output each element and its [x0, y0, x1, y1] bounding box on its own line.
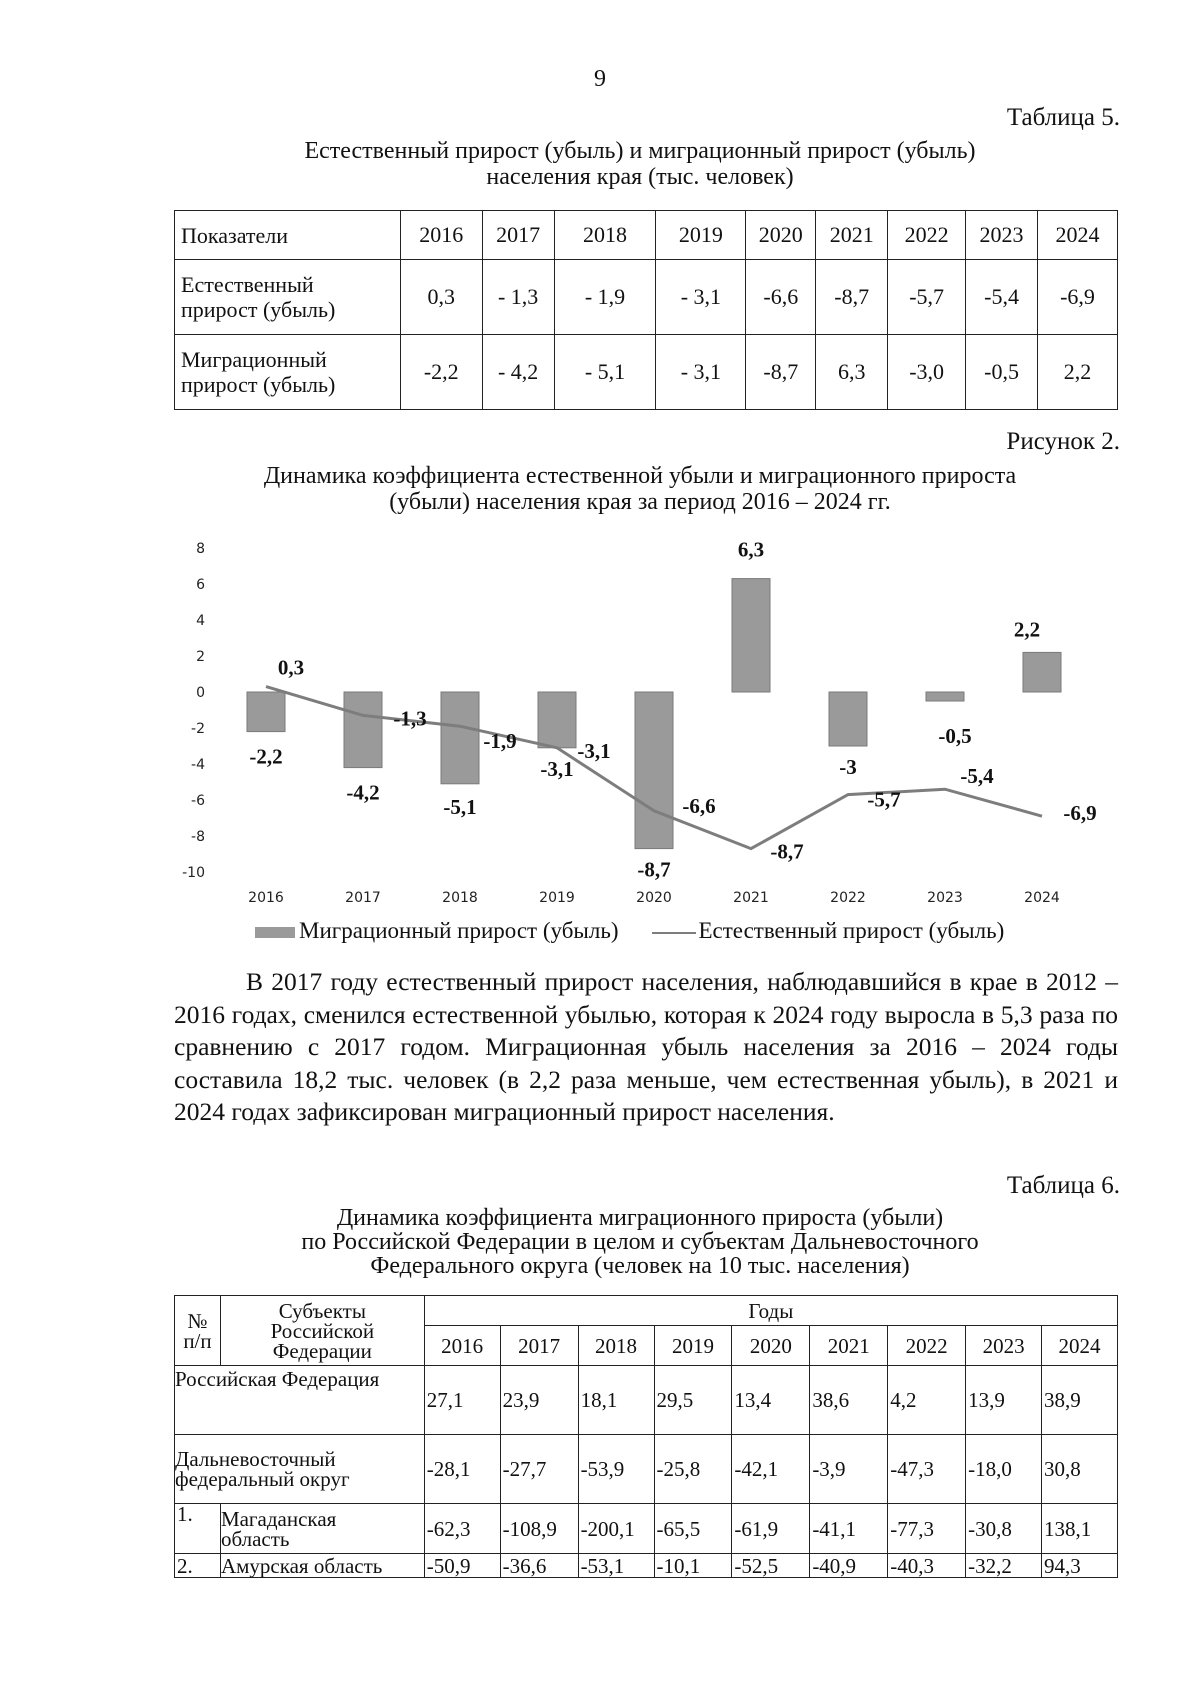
line-data-label: -6,6: [682, 793, 716, 818]
table6-cell: 38,9: [1042, 1366, 1118, 1435]
table6-dfo-label: [175, 1435, 425, 1504]
subject-header-line: Федерации: [272, 1338, 372, 1363]
table6-header-row1: [175, 1296, 1118, 1326]
row-label-line: Миграционный: [181, 347, 327, 372]
table6-year: 2021: [810, 1326, 888, 1366]
bar-data-label: -2,2: [249, 744, 283, 769]
table6-year: 2019: [654, 1326, 732, 1366]
table6-cell: -52,5: [732, 1554, 810, 1578]
table5-title-line2: населения края (тыс. человек): [486, 164, 794, 190]
table5-cell: -3,0: [888, 335, 966, 410]
x-tick-label: 2016: [248, 890, 284, 906]
table5-cell: 2,2: [1038, 335, 1118, 410]
table5-cell: -5,7: [888, 260, 966, 335]
line-data-label: -1,3: [393, 706, 427, 731]
y-tick-label: 0: [196, 685, 205, 701]
y-tick-label: -6: [191, 793, 205, 809]
table5-title-line1: Естественный прирост (убыль) и миграционный прирост (убыль): [304, 138, 976, 164]
table6-cell: -41,1: [810, 1504, 888, 1554]
table5-cell: -2,2: [400, 335, 482, 410]
line-data-label: -6,9: [1063, 801, 1097, 826]
table6-num: 2.: [175, 1554, 221, 1578]
table6-cell: -25,8: [654, 1435, 732, 1504]
figure2-chart: [0, 530, 1200, 915]
table6-title: [160, 1206, 1120, 1278]
num-header-line: п/п: [183, 1328, 212, 1353]
table6-cell: 27,1: [424, 1366, 500, 1435]
legend-label-natural: Естественный прирост (убыль): [698, 918, 1005, 943]
table5: [174, 210, 1118, 410]
table5-row-label: [175, 335, 401, 410]
table6-cell: -53,1: [578, 1554, 654, 1578]
bar-migration: [635, 692, 673, 849]
table5-row-label: [175, 260, 401, 335]
x-tick-label: 2023: [927, 890, 963, 906]
row-label-line: прирост (убыль): [181, 297, 336, 322]
paragraph-text: В 2017 году естественный прирост населения, наблюдавшийся в крае в 2012 – 2016 годах, сменился естественной убылью, которая к 2024 году выросла в 5,3 раза по сравнению с 2017 годом. Миграционная убыль населения за 2016 – 2024 годы составила 18,2 тыс. человек (в 2,2 раза меньше, чем естественная убыль), в 2021 и 2024 годах зафиксирован миграционный прирост населения.: [174, 967, 1118, 1126]
table5-label: Таблица 5.: [1006, 104, 1120, 131]
bar-migration: [538, 692, 576, 748]
figure2-title: [160, 463, 1120, 515]
bar-data-label: 2,2: [1013, 617, 1041, 642]
y-tick-label: 8: [196, 541, 205, 557]
table6-cell: -50,9: [424, 1554, 500, 1578]
x-tick-label: 2021: [733, 890, 769, 906]
table6-num-header: [175, 1296, 221, 1366]
bar-data-label: -4,2: [346, 780, 380, 805]
table6-label: Таблица 6.: [1006, 1172, 1120, 1199]
bar-migration: [247, 692, 285, 732]
table5-header-year: 2022: [888, 211, 966, 260]
line-data-label: -3,1: [577, 738, 611, 763]
line-data-label: -5,4: [960, 764, 994, 789]
table5-cell: -0,5: [966, 335, 1038, 410]
x-tick-label: 2024: [1024, 890, 1060, 906]
table6-year: 2020: [732, 1326, 810, 1366]
x-tick-label: 2018: [442, 890, 478, 906]
table6-cell: -40,3: [888, 1554, 966, 1578]
table6-year: 2023: [966, 1326, 1042, 1366]
y-tick-label: -4: [191, 757, 205, 773]
table6-cell: 94,3: [1042, 1554, 1118, 1578]
table5-cell: -8,7: [746, 335, 816, 410]
page-number: 9: [594, 66, 606, 92]
table6-cell: -62,3: [424, 1504, 500, 1554]
figure2-label: Рисунок 2.: [1006, 428, 1120, 455]
table6-cell: -47,3: [888, 1435, 966, 1504]
table6-subject-label: [220, 1504, 424, 1554]
table6-cell: -27,7: [500, 1435, 578, 1504]
table5-cell: - 1,3: [482, 260, 554, 335]
table5-row-natural: [175, 260, 1118, 335]
table5-header-year: 2016: [400, 211, 482, 260]
bar-data-label: -5,1: [443, 794, 477, 819]
x-tick-label: 2019: [539, 890, 575, 906]
bar-data-label: -3,1: [540, 756, 574, 781]
table6-cell: 30,8: [1042, 1435, 1118, 1504]
table5-cell: 6,3: [816, 335, 888, 410]
table6-cell: 138,1: [1042, 1504, 1118, 1554]
table5-header-year: 2024: [1038, 211, 1118, 260]
dfo-label-line: федеральный округ: [175, 1467, 350, 1491]
line-data-label: -5,7: [867, 787, 901, 812]
bar-data-label: -8,7: [637, 857, 671, 882]
table5-row-migration: [175, 335, 1118, 410]
row-label-line: прирост (убыль): [181, 372, 336, 397]
table5-cell: -6,9: [1038, 260, 1118, 335]
bar-data-label: -3: [839, 755, 857, 779]
table6-cell: -40,9: [810, 1554, 888, 1578]
table5-cell: 0,3: [400, 260, 482, 335]
x-tick-label: 2017: [345, 890, 381, 906]
subject-label-line: область: [220, 1526, 290, 1551]
table5-header-year: 2020: [746, 211, 816, 260]
table5-cell: -8,7: [816, 260, 888, 335]
bar-migration: [1023, 652, 1061, 692]
legend-line-natural: [652, 932, 696, 934]
line-data-label: -8,7: [770, 839, 804, 864]
bar-migration: [926, 692, 964, 701]
bar-data-label: -0,5: [938, 724, 972, 748]
table6-cell: -53,9: [578, 1435, 654, 1504]
line-data-label: 0,3: [277, 655, 305, 680]
bar-migration: [829, 692, 867, 746]
bar-migration: [732, 579, 770, 692]
table6-cell: 13,9: [966, 1366, 1042, 1435]
table5-cell: - 5,1: [554, 335, 656, 410]
table6-cell: -36,6: [500, 1554, 578, 1578]
table6-title-line3: Федерального округа (человек на 10 тыс. населения): [370, 1253, 910, 1279]
table6-title-line1: Динамика коэффициента миграционного прироста (убыли): [336, 1205, 944, 1231]
y-tick-label: 6: [196, 577, 205, 593]
chart-legend: [255, 918, 1004, 944]
table5-header-indicator: Показатели: [175, 211, 401, 260]
table6-year: 2018: [578, 1326, 654, 1366]
table5-cell: -6,6: [746, 260, 816, 335]
table5-header-year: 2019: [656, 211, 746, 260]
subject-header-line: Субъекты: [278, 1298, 366, 1323]
bar-data-label: 6,3: [737, 537, 765, 562]
table5-cell: - 4,2: [482, 335, 554, 410]
table6-cell: -10,1: [654, 1554, 732, 1578]
table5-header-year: 2017: [482, 211, 554, 260]
table6-row-subject: [175, 1554, 1118, 1578]
table6-year: 2024: [1042, 1326, 1118, 1366]
table5-header-year: 2021: [816, 211, 888, 260]
table6-row-subject: [175, 1504, 1118, 1554]
table6-year: 2017: [500, 1326, 578, 1366]
x-tick-label: 2022: [830, 890, 866, 906]
table6-cell: -108,9: [500, 1504, 578, 1554]
table6-cell: 23,9: [500, 1366, 578, 1435]
legend-swatch-migration: [255, 927, 295, 938]
table6-cell: -30,8: [966, 1504, 1042, 1554]
table6-year: 2016: [424, 1326, 500, 1366]
table6-cell: -65,5: [654, 1504, 732, 1554]
table5-cell: -5,4: [966, 260, 1038, 335]
table6-cell: -3,9: [810, 1435, 888, 1504]
num-header-line: №: [187, 1308, 208, 1333]
y-tick-label: 4: [196, 613, 205, 629]
table5-header-year: 2023: [966, 211, 1038, 260]
legend-label-migration: Миграционный прирост (убыль): [299, 918, 619, 943]
table6-cell: -18,0: [966, 1435, 1042, 1504]
y-tick-label: -10: [182, 865, 205, 881]
table6-rf-label: Российская Федерация: [175, 1366, 425, 1435]
table6-cell: -61,9: [732, 1504, 810, 1554]
body-paragraph: [174, 966, 1118, 1129]
table6-row-dfo: [175, 1435, 1118, 1504]
table5-header-year: 2018: [554, 211, 656, 260]
table6: [174, 1295, 1118, 1578]
row-label-line: Естественный: [181, 272, 314, 297]
table6-cell: -42,1: [732, 1435, 810, 1504]
figure2-title-line1: Динамика коэффициента естественной убыли и миграционного прироста: [263, 463, 1017, 489]
table6-subject-label: [220, 1554, 424, 1578]
table6-cell: 38,6: [810, 1366, 888, 1435]
table6-subject-header: [220, 1296, 424, 1366]
figure2-title-line2: (убыли) населения края за период 2016 – 2024 гг.: [389, 489, 891, 515]
dfo-label-line: Дальневосточный: [175, 1447, 336, 1471]
table6-row-rf: [175, 1366, 1118, 1435]
bar-migration: [344, 692, 382, 768]
table6-cell: 4,2: [888, 1366, 966, 1435]
line-data-label: -1,9: [483, 729, 517, 754]
y-tick-label: -2: [191, 721, 205, 737]
table6-cell: 13,4: [732, 1366, 810, 1435]
table5-cell: - 1,9: [554, 260, 656, 335]
table5-cell: - 3,1: [656, 260, 746, 335]
table6-cell: -200,1: [578, 1504, 654, 1554]
bar-migration: [441, 692, 479, 784]
table6-title-line2: по Российской Федерации в целом и субъектам Дальневосточного: [301, 1229, 979, 1255]
subject-label-line: Магаданская: [220, 1506, 337, 1531]
table6-years-header: Годы: [424, 1296, 1117, 1326]
table6-cell: -32,2: [966, 1554, 1042, 1578]
table5-cell: - 3,1: [656, 335, 746, 410]
table6-cell: -77,3: [888, 1504, 966, 1554]
y-tick-label: 2: [196, 649, 205, 665]
table6-cell: -28,1: [424, 1435, 500, 1504]
table6-num: 1.: [175, 1504, 221, 1554]
subject-header-line: Российской: [270, 1318, 375, 1343]
table6-year: 2022: [888, 1326, 966, 1366]
x-tick-label: 2020: [636, 890, 672, 906]
table5-title: [160, 138, 1120, 190]
y-tick-label: -8: [191, 829, 205, 845]
table5-header-row: [175, 211, 1118, 260]
table6-cell: 18,1: [578, 1366, 654, 1435]
subject-label-line: Амурская область: [220, 1553, 383, 1578]
table6-cell: 29,5: [654, 1366, 732, 1435]
